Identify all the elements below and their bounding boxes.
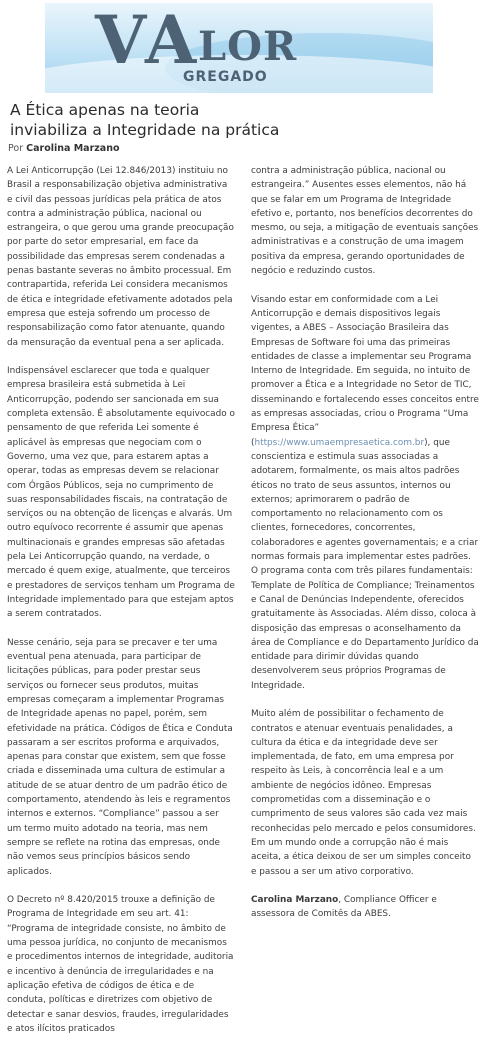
- uma-empresa-etica-link[interactable]: https://www.umaempresaetica.com.br: [254, 437, 425, 448]
- body-paragraph: [251, 293, 479, 693]
- logo-letters-lor: LOR: [198, 23, 298, 70]
- logo-subword: GREGADO: [183, 69, 268, 85]
- article-title-line: A Ética apenas na teoria: [10, 101, 200, 119]
- body-paragraph: O Decreto nº 8.420/2015 trouxe a definição de Programa de Integridade em seu art. 41: “Programa de integridade consiste, no âmbito de uma pessoa jurídica, no conjunto de mecanismos e procedimentos internos de integridade, auditoria e incentivo à denúncia de irregularidades e na aplicação efetiva de códigos de ética e de conduta, políticas e diretrizes com objetivo de detectar e sanar desvios, fraudes, irregularidades e atos ilícitos praticados: [7, 895, 234, 1034]
- body-paragraph: contra a administração pública, nacional ou estrangeira.” Ausentes esses elementos, não há que se falar em um Programa de Integridade efetivo e, portanto, nos benefícios decorrentes do mesmo, ou seja, a mitigação de eventuais sanções administrativas e a construção de uma imagem positiva da empresa, gerando oportunidades de negócio e reduzindo custos.: [251, 166, 479, 277]
- author-name: Carolina Marzano: [26, 143, 120, 154]
- author-bio: [251, 893, 479, 922]
- body-paragraph: Muito além de possibilitar o fechamento de contratos e atenuar eventuais penalidades, a cultura da ética e da integridade deve ser implementada, de fato, em uma empresa por respeito às Leis, à concorrência leal e a um ambiente de negócios idôneo. Empresas comprometidas com a disseminação e o cumprimento de seus valores são cada vez mais reconhecidas pelo mercado e pelos consumidores. Em um mundo onde a corrupção não é mais aceita, a ética deixou de ser um simples conceito e passou a ser um ativo corporativo.: [251, 709, 476, 877]
- logo-letter-v: V: [95, 3, 145, 79]
- article-title: [10, 100, 310, 140]
- paragraph-text: ), que conscientiza e estimula suas associadas a adotarem, formalmente, os mais altos padrões éticos no trato de seus assuntos, internos ou externos; aprimorarem o padrão de comportamento no relacionamento com os clientes, fornecedores, concorrentes, colaboradores e agentes governamentais; e a criar normas formais para implementar estes padrões. O programa conta com três pilares fundamentais: Template de Política de Compliance; Treinamentos e Canal de Denúncias Independente, oferecidos gratuitamente às Associadas. Além disso, coloca à disposição das empresas o aconselhamento da área de Compliance e do Departamento Jurídico da entidade para dirimir dúvidas quando desenvolverem seus próprios Programas de Integridade.: [251, 437, 479, 691]
- body-paragraph: Nesse cenário, seja para se precaver e ter uma eventual pena atenuada, para participar de licitações públicas, para poder prestar seus serviços ou fornecer seus produtos, muitas empresas começaram a implementar Programas de Integridade apenas no papel, porém, sem efetividade na prática. Códigos de Ética e Conduta passaram a ser escritos proforma e arquivados, apenas para constar que existem, sem que fosse criada e disseminada uma cultura de estimular a atitude de se atuar dentro de um padrão ético de comportamento, atendendo às leis e regramentos internos e externos. “Compliance” passou a ser um termo muito adotado na teoria, mas nem sempre se reflete na rotina das empresas, onde não vemos seus princípios básicos sendo aplicados.: [7, 637, 233, 877]
- article-title-line: inviabiliza a Integridade na prática: [10, 121, 280, 139]
- valor-agregado-banner: [45, 3, 433, 93]
- article-column-right: [251, 164, 479, 936]
- article-column-left: [7, 164, 235, 1050]
- author-byline: [8, 143, 120, 154]
- body-paragraph: A Lei Anticorrupção (Lei 12.846/2013) instituiu no Brasil a responsabilização objetiva administrativa e civil das pessoas jurídicas pela prática de atos contra a administração pública, nacional ou estrangeira, o que gerou uma grande preocupação por parte do setor empresarial, em face da possibilidade das empresas serem condenadas a penas bastante severas no âmbito processual. Em contrapartida, referida Lei considera mecanismos de ética e integridade efetivamente adotados pela empresa que esteja sofrendo um processo de responsabilização como fator atenuante, quando da mensuração da eventual pena a ser aplicada.: [7, 166, 234, 348]
- bio-text: , Compliance Officer e assessora de Comitês da ABES.: [251, 895, 437, 920]
- author-prefix: Por: [8, 143, 24, 154]
- bio-name: Carolina Marzano: [251, 895, 339, 906]
- logo-letter-a: A: [145, 3, 197, 79]
- body-paragraph: Indispensável esclarecer que toda e qualquer empresa brasileira está submetida à Lei Anticorrupção, podendo ser sancionada em sua completa extensão. É absolutamente equivocado o pensamento de que referida Lei somente é aplicável às empresas que negociam com o Governo, uma vez que, para estarem aptas a operar, todas as empresas devem se relacionar com Órgãos Públicos, seja no cumprimento de suas responsabilidades fiscais, na contratação de serviços ou na obtenção de licenças e alvarás. Um outro equívoco recorrente é assumir que apenas multinacionais e grandes empresas são afetadas pela Lei Anticorrupção quando, na verdade, o mercado é quem exige, atualmente, que terceiros e prestadores de serviços tenham um Programa de Integridade implementado para que estejam aptos a serem contratados.: [7, 366, 235, 620]
- paragraph-text: Visando estar em conformidade com a Lei Anticorrupção e demais dispositivos legais vigentes, a ABES – Associação Brasileira das Empresas de Software foi uma das primeiras entidades de classe a implementar seu Programa Interno de Integridade. Em seguida, no intuito de promover a Ética e a Integridade no Setor de TIC, disseminando e fortalecendo esses conceitos entre as empresas associadas, criou o Programa “Uma Empresa Ética” (: [251, 294, 479, 448]
